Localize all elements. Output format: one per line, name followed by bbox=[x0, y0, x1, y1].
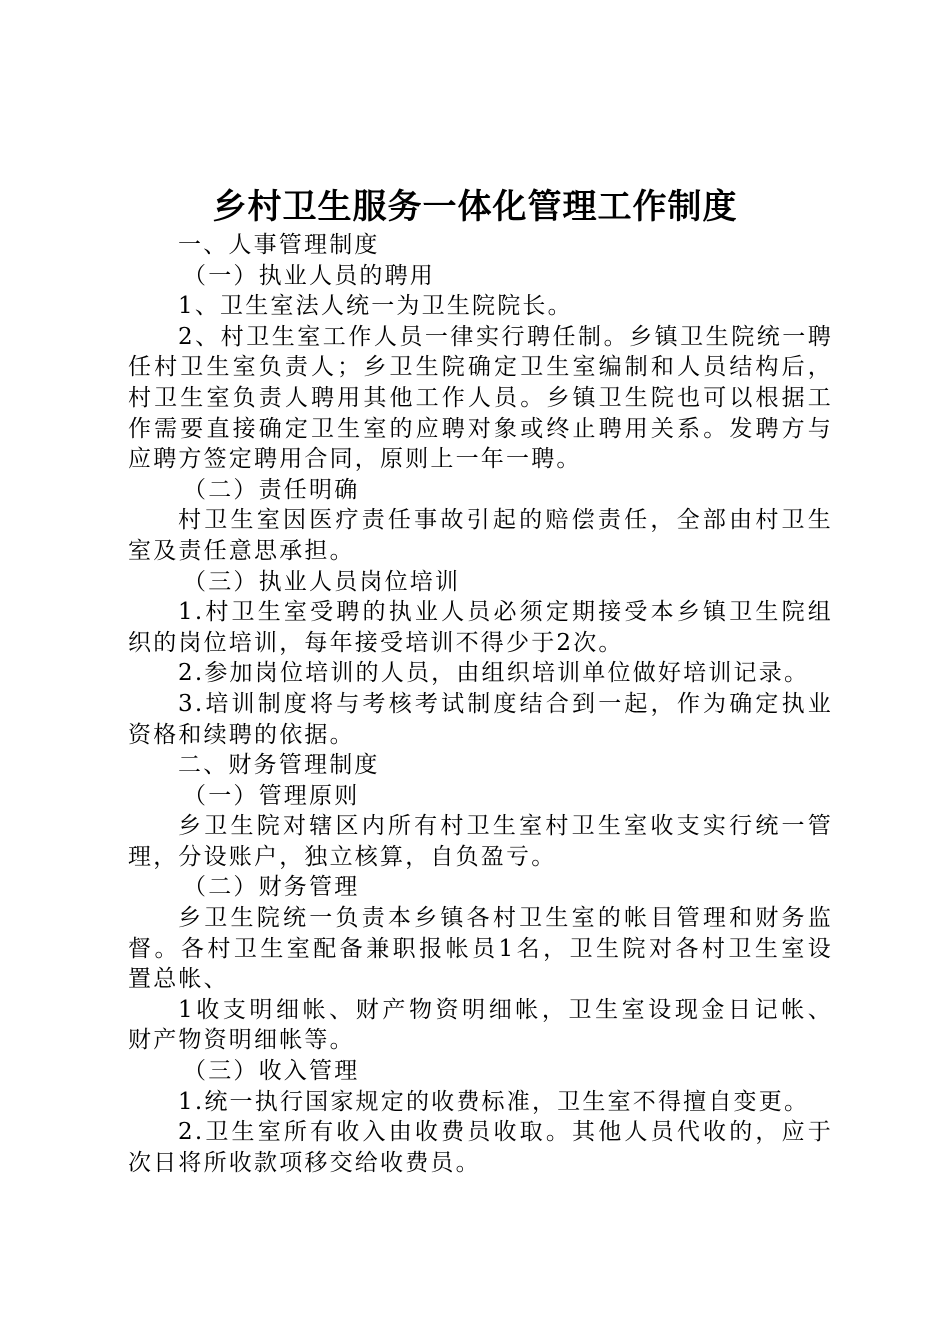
paragraph-line: 次日将所收款项移交给收费员。 bbox=[128, 1149, 481, 1176]
document-title: 乡村卫生服务一体化管理工作制度 bbox=[212, 187, 738, 227]
paragraph-line: 财产物资明细帐等。 bbox=[128, 1027, 355, 1054]
paragraph-line: 3.培训制度将与考核考试制度结合到一起，作为确定执业 bbox=[178, 690, 833, 717]
document-body bbox=[128, 230, 833, 1178]
paragraph-line: 应聘方签定聘用合同，原则上一年一聘。 bbox=[128, 446, 582, 473]
subsection-heading: （二）责任明确 bbox=[183, 476, 360, 503]
subsection-heading: （三）收入管理 bbox=[183, 1058, 360, 1085]
subsection-heading: （一）执业人员的聘用 bbox=[183, 262, 435, 289]
paragraph-line: 乡卫生院对辖区内所有村卫生室村卫生室收支实行统一管 bbox=[178, 813, 833, 840]
paragraph-line: 2、村卫生室工作人员一律实行聘任制。乡镇卫生院统一聘 bbox=[178, 323, 833, 350]
paragraph-line: 作需要直接确定卫生室的应聘对象或终止聘用关系。发聘方与 bbox=[128, 415, 833, 442]
paragraph-line: 2.卫生室所有收入由收费员收取。其他人员代收的，应于 bbox=[178, 1119, 833, 1146]
paragraph-line: 置总帐、 bbox=[128, 966, 229, 993]
section-heading: 一、人事管理制度 bbox=[178, 232, 380, 258]
paragraph-line: 1.统一执行国家规定的收费标准，卫生室不得擅自变更。 bbox=[178, 1088, 810, 1115]
paragraph-line: 村卫生室负责人聘用其他工作人员。乡镇卫生院也可以根据工 bbox=[128, 384, 833, 411]
paragraph-line: 任村卫生室负责人；乡卫生院确定卫生室编制和人员结构后， bbox=[128, 354, 833, 381]
paragraph-line: 督。各村卫生室配备兼职报帐员1名，卫生院对各村卫生室设 bbox=[128, 935, 833, 962]
paragraph-line: 室及责任意思承担。 bbox=[128, 537, 355, 564]
subsection-heading: （三）执业人员岗位培训 bbox=[183, 568, 461, 595]
paragraph-line: 资格和续聘的依据。 bbox=[128, 721, 355, 748]
subsection-heading: （一）管理原则 bbox=[183, 782, 360, 809]
paragraph-line: 1收支明细帐、财产物资明细帐，卫生室设现金日记帐、 bbox=[178, 996, 833, 1023]
paragraph-line: 乡卫生院统一负责本乡镇各村卫生室的帐目管理和财务监 bbox=[178, 905, 833, 932]
paragraph-line: 村卫生室因医疗责任事故引起的赔偿责任，全部由村卫生 bbox=[178, 507, 833, 534]
subsection-heading: （二）财务管理 bbox=[183, 874, 360, 901]
paragraph-line: 理，分设账户，独立核算，自负盈亏。 bbox=[128, 843, 557, 870]
paragraph-line: 1.村卫生室受聘的执业人员必须定期接受本乡镇卫生院组 bbox=[178, 599, 833, 626]
paragraph-line: 1、卫生室法人统一为卫生院院长。 bbox=[178, 293, 573, 320]
paragraph-line: 织的岗位培训，每年接受培训不得少于2次。 bbox=[128, 629, 624, 656]
paragraph-line: 2.参加岗位培训的人员，由组织培训单位做好培训记录。 bbox=[178, 660, 810, 687]
section-heading: 二、财务管理制度 bbox=[178, 752, 380, 779]
